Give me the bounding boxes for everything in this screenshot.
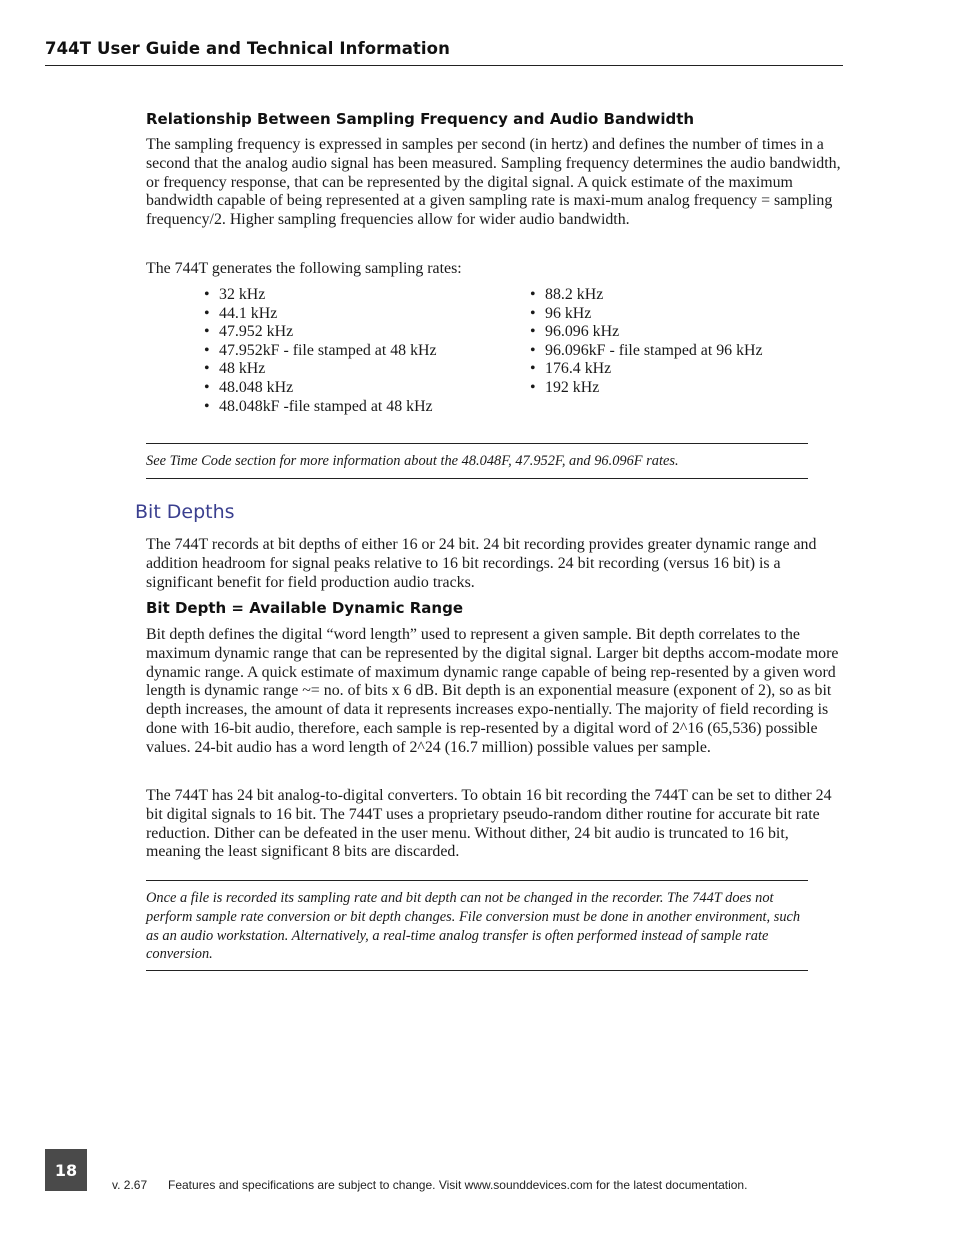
sampling-paragraph [146,136,842,230]
list-item: • 88.2 kHz [530,286,763,305]
list-item: • 44.1 kHz [204,305,437,324]
footer-notice: Features and specifications are subject to change. Visit www.sounddevices.com for the latest documentation. [168,1178,748,1192]
section-heading-sampling: Relationship Between Sampling Frequency and Audio Bandwidth [146,110,695,128]
footer-version: v. 2.67 [112,1178,148,1192]
list-item: • 47.952 kHz [204,323,437,342]
list-item: • 192 kHz [530,379,763,398]
rates-intro-text: The 744T generates the following sampling rates: [146,260,462,277]
note-rule-bottom [146,478,808,479]
list-item: • 176.4 kHz [530,360,763,379]
timecode-note: See Time Code section for more information about the 48.048F, 47.952F, and 96.096F rates. [146,453,679,469]
list-item: • 47.952kF - file stamped at 48 kHz [204,342,437,361]
list-item: • 48.048 kHz [204,379,437,398]
note2-rule-top [146,880,808,881]
list-item: • 48.048kF -file stamped at 48 kHz [204,398,437,417]
list-item: • 96 kHz [530,305,763,324]
dynamic-range-paragraph-text: Bit depth defines the digital “word length” used to represent a given sample. Bit depth correlates to the maximum dynamic range that can be represented by the digital signal. Larger bit depths accom-modate more dynamic range. A quick estimate of maximum dynamic range capable of being rep-resented by a given word length is dynamic range ~= no. of bits x 6 dB. Bit depth is an exponential measure (exponent of 2), so as bit depth increases, the amount of data it represents increases expo-nentially. The majority of field recording is done with 16-bit audio, therefore, each sample is rep-resented by a digital word of 2^16 (65,536) possible values. 24-bit audio has a word length of 2^24 (16.7 million) possible values per sample. [146,626,839,756]
running-header: 744T User Guide and Technical Information [45,39,450,58]
list-item: • 96.096 kHz [530,323,763,342]
page-number: 18 [45,1149,87,1191]
list-item: • 48 kHz [204,360,437,379]
conversion-note: Once a file is recorded its sampling rate and bit depth can not be changed in the recorder. The 744T does not perform sample rate conversion or bit depth changes. File conversion must be done in another environment, such as an audio workstation. Alternatively, a real-time analog transfer is often performed instead of sample rate conversion. [146,890,801,963]
section-heading-bit-depths: Bit Depths [135,501,235,523]
rates-list-left [204,286,437,416]
rates-list-right [530,286,763,398]
dynamic-range-paragraph [146,626,842,758]
rates-intro [146,260,842,279]
header-rule [45,65,843,66]
note-rule-top [146,443,808,444]
sampling-paragraph-text: The sampling frequency is expressed in samples per second (in hertz) and defines the number of times in a second that the analog audio signal has been measured. Sampling frequency determines the audio bandwidth, or frequency response, that can be represented by the digital signal. A quick estimate of the maximum bandwidth capable of being represented at a given sampling rate is maxi-mum analog frequency = sampling frequency/2. Higher sampling frequencies allow for wider audio bandwidth. [146,136,841,229]
bit-depth-paragraph [146,536,842,592]
note2-rule-bottom [146,970,808,971]
converter-paragraph-text: The 744T has 24 bit analog-to-digital converters. To obtain 16 bit recording the 744T can be set to dither 24 bit digital signals to 16 bit. The 744T uses a proprietary pseudo-random dither routine for accurate bit rate reduction. Dither can be defeated in the user menu. Without dither, 24 bit audio is truncated to 16 bit, meaning the least significant 8 bits are discarded. [146,787,832,861]
converter-paragraph [146,787,842,862]
subheading-dynamic-range: Bit Depth = Available Dynamic Range [146,599,464,617]
list-item: • 96.096kF - file stamped at 96 kHz [530,342,763,361]
bit-depth-paragraph-text: The 744T records at bit depths of either 16 or 24 bit. 24 bit recording provides greater dynamic range and addition headroom for signal peaks relative to 16 bit recordings. 24 bit recording (versus 16 bit) is a significant benefit for field production audio tracks. [146,536,817,591]
list-item: • 32 kHz [204,286,437,305]
